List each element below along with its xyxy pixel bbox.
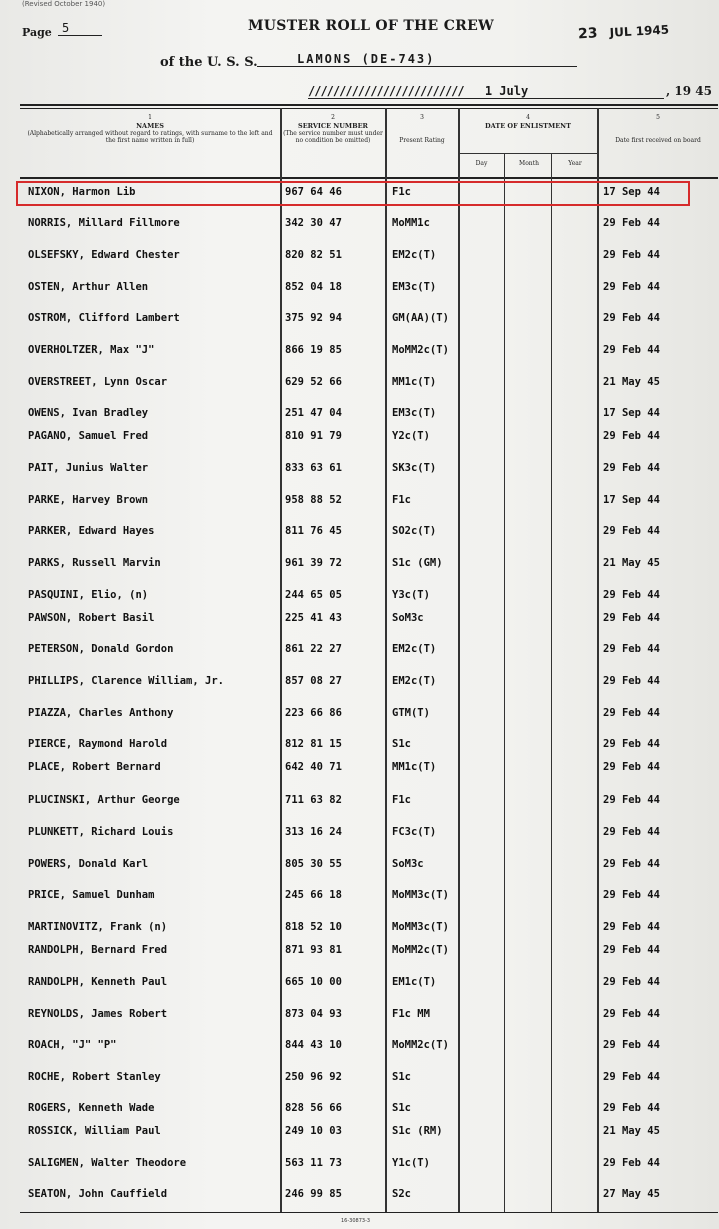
table-row	[20, 609, 718, 629]
table-row	[20, 246, 718, 266]
crew-name: SALIGMEN, Walter Theodore	[28, 1157, 187, 1169]
crew-name: ROSSICK, William Paul	[28, 1125, 161, 1137]
date-received: 29 Feb 44	[603, 858, 660, 870]
service-number: 563 11 73	[285, 1157, 342, 1169]
roll-year: , 19 45	[666, 84, 712, 98]
table-row	[20, 941, 718, 961]
service-number: 246 99 85	[285, 1188, 342, 1200]
date-received: 21 May 45	[603, 1125, 660, 1137]
present-rating: Y2c(T)	[392, 430, 430, 442]
service-number: 313 16 24	[285, 826, 342, 838]
date-received: 29 Feb 44	[603, 794, 660, 806]
present-rating: MM1c(T)	[392, 761, 437, 773]
service-number: 873 04 93	[285, 1008, 342, 1020]
table-row	[20, 640, 718, 660]
crew-name: PASQUINI, Elio, (n)	[28, 589, 149, 601]
service-number: 967 64 46	[285, 186, 342, 198]
date-received: 17 Sep 44	[603, 494, 660, 506]
date-received: 29 Feb 44	[603, 1102, 660, 1114]
crew-name: SEATON, John Cauffield	[28, 1188, 168, 1200]
present-rating: MM1c(T)	[392, 376, 437, 388]
crew-name: PAWSON, Robert Basil	[28, 612, 155, 624]
crew-name: RANDOLPH, Bernard Fred	[28, 944, 168, 956]
date-received: 29 Feb 44	[603, 1157, 660, 1169]
present-rating: EM3c(T)	[392, 407, 437, 419]
form-revision-note: (Revised October 1940)	[22, 0, 106, 8]
date-received: 17 Sep 44	[603, 186, 660, 198]
present-rating: SoM3c	[392, 858, 424, 870]
form-number: 16-30873-3	[341, 1218, 371, 1224]
page-number: 5	[58, 21, 102, 36]
service-number: 251 47 04	[285, 407, 342, 419]
service-number: 805 30 55	[285, 858, 342, 870]
stamp-date: JUL 1945	[609, 22, 670, 40]
present-rating: F1c MM	[392, 1008, 430, 1020]
present-rating: F1c	[392, 794, 411, 806]
date-received: 29 Feb 44	[603, 1008, 660, 1020]
service-number: 844 43 10	[285, 1039, 342, 1051]
table-row	[20, 1036, 718, 1056]
crew-name: POWERS, Donald Karl	[28, 858, 149, 870]
crew-name: RANDOLPH, Kenneth Paul	[28, 976, 168, 988]
table-row	[20, 491, 718, 511]
service-number: 250 96 92	[285, 1071, 342, 1083]
service-number: 818 52 10	[285, 921, 342, 933]
service-number: 642 40 71	[285, 761, 342, 773]
date-received: 29 Feb 44	[603, 217, 660, 229]
date-received: 29 Feb 44	[603, 976, 660, 988]
enlistment-subrule	[459, 153, 598, 154]
date-received: 17 Sep 44	[603, 407, 660, 419]
present-rating: EM2c(T)	[392, 675, 437, 687]
table-row	[20, 758, 718, 778]
date-received: 29 Feb 44	[603, 462, 660, 474]
present-rating: S2c	[392, 1188, 411, 1200]
struck-text: /////////////////////////	[308, 84, 464, 98]
service-number: 857 08 27	[285, 675, 342, 687]
present-rating: EM2c(T)	[392, 643, 437, 655]
service-number: 828 56 66	[285, 1102, 342, 1114]
col-day-header: Day	[475, 160, 488, 167]
table-row	[20, 427, 718, 447]
crew-name: PARKE, Harvey Brown	[28, 494, 149, 506]
crew-name: OVERHOLTZER, Max "J"	[28, 344, 155, 356]
present-rating: S1c	[392, 1102, 411, 1114]
table-row	[20, 886, 718, 906]
header-top-rule-2	[20, 108, 718, 109]
date-received: 29 Feb 44	[603, 589, 660, 601]
table-row	[20, 1122, 718, 1142]
service-number: 958 88 52	[285, 494, 342, 506]
service-number: 961 39 72	[285, 557, 342, 569]
page-label: Page	[22, 26, 52, 39]
present-rating: SoM3c	[392, 612, 424, 624]
crew-name: OVERSTREET, Lynn Oscar	[28, 376, 168, 388]
table-row	[20, 459, 718, 479]
table-row	[20, 554, 718, 574]
date-received: 29 Feb 44	[603, 889, 660, 901]
date-received: 29 Feb 44	[603, 944, 660, 956]
footer-rule	[20, 1212, 718, 1213]
service-number: 342 30 47	[285, 217, 342, 229]
date-received: 29 Feb 44	[603, 738, 660, 750]
service-number: 665 10 00	[285, 976, 342, 988]
service-number: 711 63 82	[285, 794, 342, 806]
crew-name: PIAZZA, Charles Anthony	[28, 707, 174, 719]
present-rating: GM(AA)(T)	[392, 312, 449, 324]
crew-name: PETERSON, Donald Gordon	[28, 643, 174, 655]
service-number: 225 41 43	[285, 612, 342, 624]
crew-name: OSTROM, Clifford Lambert	[28, 312, 180, 324]
crew-name: PARKS, Russell Marvin	[28, 557, 161, 569]
present-rating: F1c	[392, 186, 411, 198]
table-row	[20, 1154, 718, 1174]
service-number: 245 66 18	[285, 889, 342, 901]
date-received: 29 Feb 44	[603, 312, 660, 324]
date-received: 29 Feb 44	[603, 826, 660, 838]
crew-name: PAGANO, Samuel Fred	[28, 430, 149, 442]
present-rating: SO2c(T)	[392, 525, 437, 537]
crew-name: PAIT, Junius Walter	[28, 462, 149, 474]
service-number: 629 52 66	[285, 376, 342, 388]
present-rating: MoMM2c(T)	[392, 1039, 449, 1051]
crew-name: PHILLIPS, Clarence William, Jr.	[28, 675, 224, 687]
crew-name: PRICE, Samuel Dunham	[28, 889, 155, 901]
col-rating-header: 3 Present Rating	[399, 114, 445, 144]
present-rating: F1c	[392, 494, 411, 506]
col-month-header: Month	[519, 160, 539, 167]
present-rating: EM3c(T)	[392, 281, 437, 293]
header-bottom-rule	[20, 177, 718, 179]
table-row	[20, 1005, 718, 1025]
date-received: 21 May 45	[603, 557, 660, 569]
present-rating: SK3c(T)	[392, 462, 437, 474]
present-rating: FC3c(T)	[392, 826, 437, 838]
table-row	[20, 309, 718, 329]
date-received: 29 Feb 44	[603, 344, 660, 356]
service-number: 375 92 94	[285, 312, 342, 324]
col-service-header: 2 SERVICE NUMBER (The service number must under no condition be omitted)	[283, 114, 383, 144]
crew-name: ROCHE, Robert Stanley	[28, 1071, 161, 1083]
service-number: 861 22 27	[285, 643, 342, 655]
table-row	[20, 672, 718, 692]
table-row	[20, 855, 718, 875]
present-rating: EM1c(T)	[392, 976, 437, 988]
present-rating: MoMM2c(T)	[392, 944, 449, 956]
crew-name: OWENS, Ivan Bradley	[28, 407, 149, 419]
table-row	[20, 1099, 718, 1119]
table-row	[20, 704, 718, 724]
present-rating: MoMM3c(T)	[392, 889, 449, 901]
present-rating: EM2c(T)	[392, 249, 437, 261]
present-rating: MoMM2c(T)	[392, 344, 449, 356]
date-received: 29 Feb 44	[603, 525, 660, 537]
present-rating: S1c (GM)	[392, 557, 443, 569]
crew-name: PLUCINSKI, Arthur George	[28, 794, 180, 806]
roll-date	[308, 84, 664, 99]
date-received: 29 Feb 44	[603, 281, 660, 293]
table-row	[20, 973, 718, 993]
date-stamp	[578, 22, 670, 43]
date-received: 29 Feb 44	[603, 675, 660, 687]
date-received: 29 Feb 44	[603, 249, 660, 261]
service-number: 810 91 79	[285, 430, 342, 442]
stamp-day: 23	[577, 25, 598, 43]
date-received: 29 Feb 44	[603, 643, 660, 655]
crew-name: ROACH, "J" "P"	[28, 1039, 117, 1051]
service-number: 812 81 15	[285, 738, 342, 750]
service-number: 811 76 45	[285, 525, 342, 537]
table-row	[20, 341, 718, 361]
col-enlistment-header: 4 DATE OF ENLISTMENT	[485, 114, 571, 130]
date-received: 29 Feb 44	[603, 1071, 660, 1083]
ship-name: LAMONS (DE-743)	[257, 52, 577, 67]
table-row	[20, 404, 718, 424]
table-row	[20, 791, 718, 811]
table-row	[20, 1185, 718, 1205]
present-rating: MoMM3c(T)	[392, 921, 449, 933]
table-row	[20, 278, 718, 298]
service-number: 833 63 61	[285, 462, 342, 474]
present-rating: S1c	[392, 738, 411, 750]
present-rating: S1c (RM)	[392, 1125, 443, 1137]
present-rating: MoMM1c	[392, 217, 430, 229]
date-received: 29 Feb 44	[603, 921, 660, 933]
page-title: MUSTER ROLL OF THE CREW	[248, 18, 495, 34]
present-rating: Y1c(T)	[392, 1157, 430, 1169]
col-year-header: Year	[568, 160, 582, 167]
service-number: 244 65 05	[285, 589, 342, 601]
roll-date-text: 1 July	[484, 84, 529, 98]
service-number: 223 66 86	[285, 707, 342, 719]
crew-name: PARKER, Edward Hayes	[28, 525, 155, 537]
col-received-header: 5 Date first received on board	[615, 114, 701, 144]
date-received: 27 May 45	[603, 1188, 660, 1200]
table-row	[20, 214, 718, 234]
service-number: 820 82 51	[285, 249, 342, 261]
service-number: 871 93 81	[285, 944, 342, 956]
crew-name: NIXON, Harmon Lib	[28, 186, 136, 198]
service-number: 866 19 85	[285, 344, 342, 356]
service-number: 249 10 03	[285, 1125, 342, 1137]
crew-name: PIERCE, Raymond Harold	[28, 738, 168, 750]
date-received: 29 Feb 44	[603, 707, 660, 719]
header-top-rule	[20, 104, 718, 106]
crew-name: PLUNKETT, Richard Louis	[28, 826, 174, 838]
present-rating: S1c	[392, 1071, 411, 1083]
date-received: 29 Feb 44	[603, 1039, 660, 1051]
present-rating: GTM(T)	[392, 707, 430, 719]
table-row	[20, 735, 718, 755]
service-number: 852 04 18	[285, 281, 342, 293]
crew-name: NORRIS, Millard Fillmore	[28, 217, 180, 229]
date-received: 29 Feb 44	[603, 761, 660, 773]
ship-prefix: of the U. S. S.	[160, 55, 258, 70]
table-row	[20, 823, 718, 843]
date-received: 29 Feb 44	[603, 612, 660, 624]
table-row	[20, 586, 718, 606]
crew-name: REYNOLDS, James Robert	[28, 1008, 168, 1020]
table-row	[20, 1068, 718, 1088]
crew-name: PLACE, Robert Bernard	[28, 761, 161, 773]
present-rating: Y3c(T)	[392, 589, 430, 601]
crew-name: ROGERS, Kenneth Wade	[28, 1102, 155, 1114]
date-received: 21 May 45	[603, 376, 660, 388]
table-row	[20, 522, 718, 542]
table-row	[20, 373, 718, 393]
date-received: 29 Feb 44	[603, 430, 660, 442]
col-names-header: 1 NAMES (Alphabetically arranged without regard to ratings, with surname to the left and the first name written in full)	[27, 114, 273, 144]
crew-name: MARTINOVITZ, Frank (n)	[28, 921, 168, 933]
crew-name: OLSEFSKY, Edward Chester	[28, 249, 180, 261]
highlight-box	[16, 181, 690, 206]
crew-name: OSTEN, Arthur Allen	[28, 281, 149, 293]
table-row	[20, 918, 718, 938]
